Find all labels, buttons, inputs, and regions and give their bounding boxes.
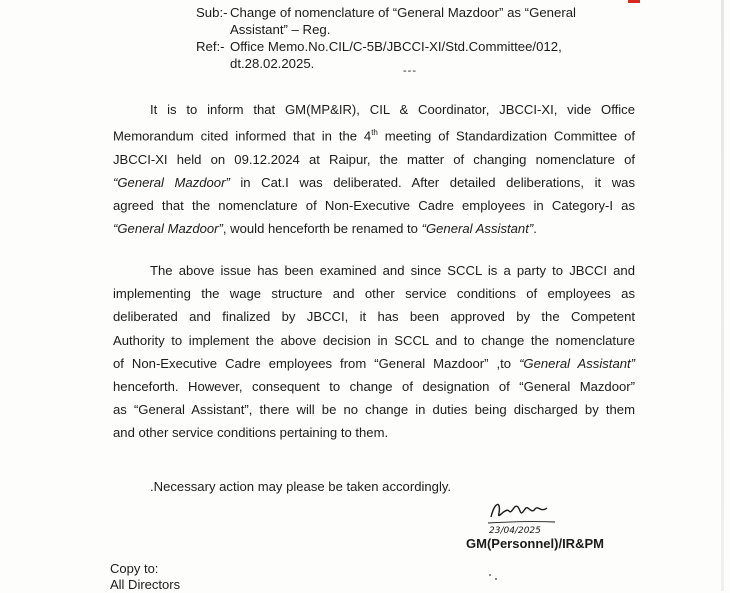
reference-line bbox=[196, 38, 576, 55]
signature bbox=[485, 497, 565, 537]
subject-text-cont: Assistant” – Reg. bbox=[230, 22, 331, 37]
p1-text: in Cat.I was deliberated. After detailed deliberations, it was bbox=[229, 174, 636, 190]
p3-line: .Necessary action may please be taken accordingly. bbox=[150, 479, 452, 494]
reference-date: dt.28.02.2025. bbox=[230, 56, 315, 71]
paragraph-1 bbox=[113, 98, 635, 241]
p2-line: deliberated and finalized by JBCCI, it has been approved by the Competent bbox=[113, 309, 635, 325]
p2-line: henceforth. However, consequent to change of designation of “General Mazdoor” bbox=[113, 379, 635, 395]
copy-to-recipient: All Directors bbox=[110, 577, 181, 592]
paragraph-3 bbox=[113, 475, 635, 498]
p1-text: Memorandum cited informed that in the 4 bbox=[113, 128, 372, 144]
p1-text: . bbox=[533, 221, 537, 237]
scan-speck bbox=[489, 574, 491, 576]
p2-line: implementing the wage structure and other service conditions of employees as bbox=[113, 286, 635, 302]
p1-line bbox=[113, 171, 635, 194]
p1-line: JBCCI-XI held on 09.12.2024 at Raipur, the matter of changing nomenclature of bbox=[113, 151, 635, 167]
p2-line: Authority to implement the above decision in SCCL and to change the nomenclature bbox=[113, 332, 635, 348]
p1-text: , would henceforth be renamed to bbox=[222, 221, 422, 237]
p1-line bbox=[113, 121, 635, 148]
red-mark bbox=[628, 0, 640, 3]
p2-text: of Non-Executive Cadre employees from “General Mazdoor” ,to bbox=[113, 355, 520, 371]
ordinal-suffix: th bbox=[371, 128, 378, 138]
scan-speck bbox=[495, 578, 497, 580]
p2-line: as “General Assistant”, there will be no change in duties being discharged by them bbox=[113, 402, 635, 418]
p1-italic: “General Mazdoor” bbox=[113, 174, 230, 190]
page-edge-shadow bbox=[721, 0, 724, 591]
subject-block bbox=[196, 4, 576, 72]
subject-text: Change of nomenclature of “General Mazdoor” as “General bbox=[230, 5, 576, 20]
p1-text: meeting of Standardization Committee of bbox=[377, 128, 636, 144]
p2-line: The above issue has been examined and since SCCL is a party to JBCCI and bbox=[150, 263, 635, 278]
subject-line bbox=[196, 4, 576, 21]
signature-date: 23/04/2025 bbox=[489, 526, 541, 536]
p1-italic: “General Mazdoor” bbox=[113, 221, 223, 237]
copy-to-label: Copy to: bbox=[110, 561, 159, 576]
reference-text: Office Memo.No.CIL/C-5B/JBCCI-XI/Std.Committee/012, bbox=[230, 39, 562, 54]
reference-label: Ref:- bbox=[196, 39, 225, 54]
p2-line: and other service conditions pertaining to them. bbox=[113, 425, 389, 441]
copy-to-block bbox=[110, 561, 180, 593]
subject-label: Sub:- bbox=[196, 5, 228, 20]
p1-line: It is to inform that GM(MP&IR), CIL & Coordinator, JBCCI-XI, vide Office bbox=[150, 102, 635, 117]
p2-italic: “General Assistant” bbox=[519, 355, 636, 371]
p1-line: agreed that the nomenclature of Non-Executive Cadre employees in Category-I as bbox=[113, 198, 635, 214]
separator: --- bbox=[403, 65, 417, 77]
p1-italic: “General Assistant” bbox=[421, 221, 534, 237]
p2-line bbox=[113, 352, 635, 375]
signatory-designation: GM(Personnel)/IR&PM bbox=[466, 536, 604, 551]
p1-line bbox=[113, 217, 635, 240]
paragraph-2 bbox=[113, 259, 635, 445]
